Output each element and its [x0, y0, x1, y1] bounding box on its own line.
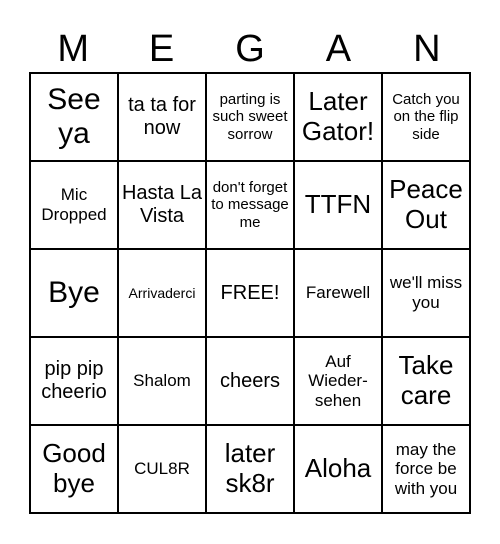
header-letter-g: G: [235, 28, 265, 70]
bingo-header: [29, 26, 471, 72]
bingo-cell[interactable]: Farewell: [294, 249, 382, 337]
bingo-cell[interactable]: Hasta La Vista: [118, 161, 206, 249]
bingo-cell[interactable]: Catch you on the flip side: [382, 73, 470, 161]
bingo-grid: [29, 72, 471, 514]
bingo-cell[interactable]: later sk8r: [206, 425, 294, 513]
bingo-cell[interactable]: Mic Dropped: [30, 161, 118, 249]
bingo-cell[interactable]: Shalom: [118, 337, 206, 425]
bingo-cell[interactable]: CUL8R: [118, 425, 206, 513]
bingo-cell[interactable]: don't forget to message me: [206, 161, 294, 249]
bingo-cell[interactable]: Auf Wieder-sehen: [294, 337, 382, 425]
bingo-cell[interactable]: Aloha: [294, 425, 382, 513]
bingo-cell[interactable]: Good bye: [30, 425, 118, 513]
bingo-cell[interactable]: pip pip cheerio: [30, 337, 118, 425]
bingo-cell[interactable]: may the force be with you: [382, 425, 470, 513]
bingo-cell[interactable]: Take care: [382, 337, 470, 425]
bingo-cell[interactable]: Peace Out: [382, 161, 470, 249]
bingo-cell[interactable]: TTFN: [294, 161, 382, 249]
header-letter-m: M: [57, 28, 90, 70]
bingo-cell[interactable]: parting is such sweet sorrow: [206, 73, 294, 161]
bingo-cell[interactable]: cheers: [206, 337, 294, 425]
header-letter-e: E: [148, 28, 175, 70]
bingo-cell[interactable]: See ya: [30, 73, 118, 161]
bingo-cell[interactable]: Arrivaderci: [118, 249, 206, 337]
bingo-cell[interactable]: ta ta for now: [118, 73, 206, 161]
bingo-cell[interactable]: we'll miss you: [382, 249, 470, 337]
free-space[interactable]: FREE!: [206, 249, 294, 337]
bingo-cell[interactable]: Bye: [30, 249, 118, 337]
header-letter-n: N: [413, 28, 441, 70]
header-letter-a: A: [325, 28, 352, 70]
bingo-cell[interactable]: Later Gator!: [294, 73, 382, 161]
